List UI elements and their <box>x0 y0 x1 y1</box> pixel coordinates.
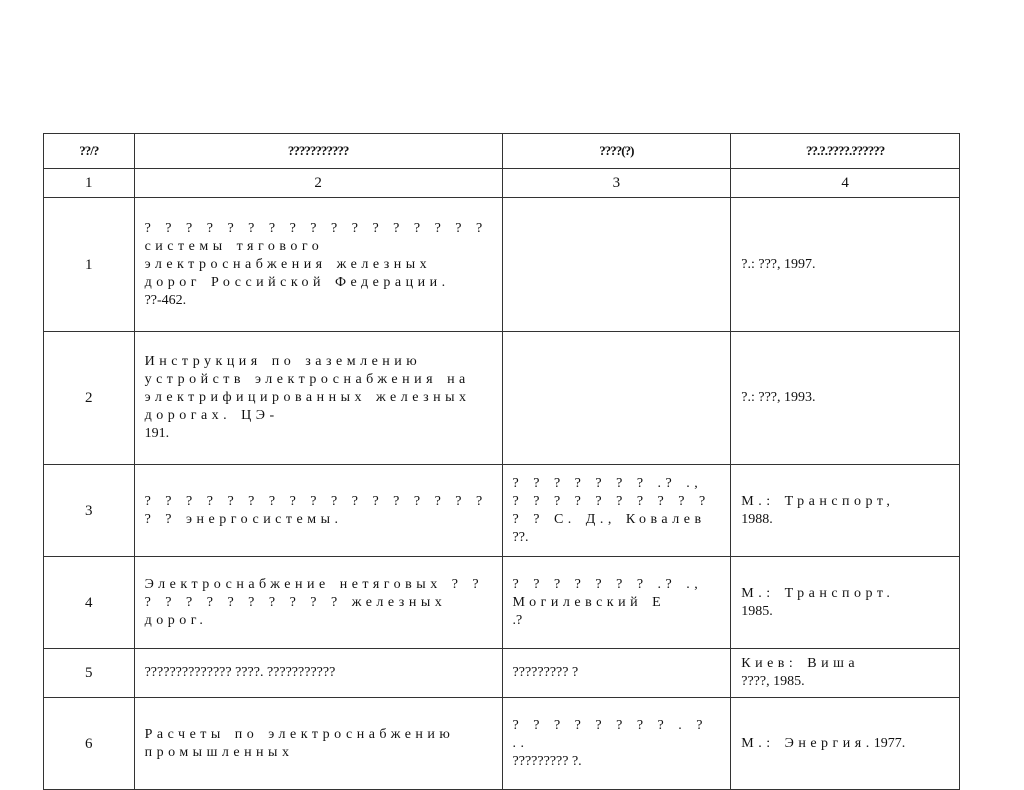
title-text: Электроснабжение нетяговых ? ? ? ? ? ? ? ? ? ? ? ? железных дорог. <box>144 576 484 628</box>
title-cell <box>134 332 502 465</box>
publisher-text-tail: 1988. <box>741 511 773 527</box>
header-cell-publisher: ??.?.????.?????? <box>731 134 960 169</box>
author-cell <box>502 698 731 790</box>
table-row <box>44 465 960 557</box>
title-cell <box>134 698 502 790</box>
title-text-tail: 191. <box>144 426 170 441</box>
author-text-tail: ????????? ?. <box>512 753 582 769</box>
header-cell-number: ??/? <box>44 134 135 169</box>
column-number: 1 <box>44 169 135 198</box>
author-text: ? ? ? ? ? ? ? .? ., Могилевский Е <box>512 576 703 610</box>
title-cell <box>134 649 502 698</box>
header-row <box>44 134 960 169</box>
publisher-text-tail: 1977. <box>873 735 906 751</box>
title-text: ? ? ? ? ? ? ? ? ? ? ? ? ? ? ? ? ? системы тягового электроснабжения железных дорог Российской Федерации. <box>144 220 487 290</box>
publisher-text-tail: ????, 1985. <box>741 674 805 689</box>
author-text: ? ? ? ? ? ? ? ? . ? .. <box>512 717 707 751</box>
row-number: 1 <box>44 198 135 332</box>
publisher-cell <box>731 465 960 557</box>
row-number: 4 <box>44 557 135 649</box>
row-number: 3 <box>44 465 135 557</box>
author-text-tail: ????????? ? <box>512 665 579 680</box>
author-cell <box>502 332 731 465</box>
column-number: 2 <box>134 169 502 198</box>
author-cell <box>502 557 731 649</box>
title-cell <box>134 198 502 332</box>
table-row <box>44 198 960 332</box>
row-number: 6 <box>44 698 135 790</box>
publisher-text: Киев: Виша <box>741 656 860 671</box>
author-text: ? ? ? ? ? ? ? .? ., ? ? ? ? ? ? ? ? ? ? ? ? С. Д., Ковалев <box>512 475 710 527</box>
title-cell <box>134 557 502 649</box>
row-number: 5 <box>44 649 135 698</box>
header-cell-title: ??????????? <box>134 134 502 169</box>
author-cell <box>502 649 731 698</box>
title-cell <box>134 465 502 557</box>
table-row <box>44 698 960 790</box>
column-number: 3 <box>502 169 731 198</box>
author-text-tail: ??. <box>512 529 529 545</box>
publisher-text: М.: Транспорт, <box>741 493 895 509</box>
publisher-cell <box>731 557 960 649</box>
title-text-tail: ??-462. <box>144 292 187 308</box>
row-number: 2 <box>44 332 135 465</box>
column-number-row <box>44 169 960 198</box>
author-cell <box>502 198 731 332</box>
publisher-text: М.: Транспорт. <box>741 585 895 601</box>
publisher-cell <box>731 698 960 790</box>
table-row <box>44 332 960 465</box>
author-cell <box>502 465 731 557</box>
title-text: ? ? ? ? ? ? ? ? ? ? ? ? ? ? ? ? ? ? ? энергосистемы. <box>144 493 487 527</box>
publisher-cell <box>731 649 960 698</box>
table-row <box>44 557 960 649</box>
author-text-tail: .? <box>512 612 523 628</box>
header-cell-author: ????(?) <box>502 134 731 169</box>
table-row <box>44 649 960 698</box>
publisher-text-tail: 1985. <box>741 603 773 619</box>
publisher-text-tail: ?.: ???, 1993. <box>741 390 816 405</box>
references-table <box>43 133 960 790</box>
title-text-tail: ?????????????? ????. ??????????? <box>144 665 336 680</box>
title-text: Расчеты по электроснабжению промышленных <box>144 726 455 760</box>
title-text: Инструкция по заземлению устройств электроснабжения на электрифицированных железных дорогах. ЦЭ- <box>144 354 471 423</box>
publisher-cell <box>731 198 960 332</box>
publisher-text-tail: ?.: ???, 1997. <box>741 256 816 272</box>
column-number: 4 <box>731 169 960 198</box>
publisher-cell <box>731 332 960 465</box>
publisher-text: М.: Энергия. <box>741 735 874 751</box>
